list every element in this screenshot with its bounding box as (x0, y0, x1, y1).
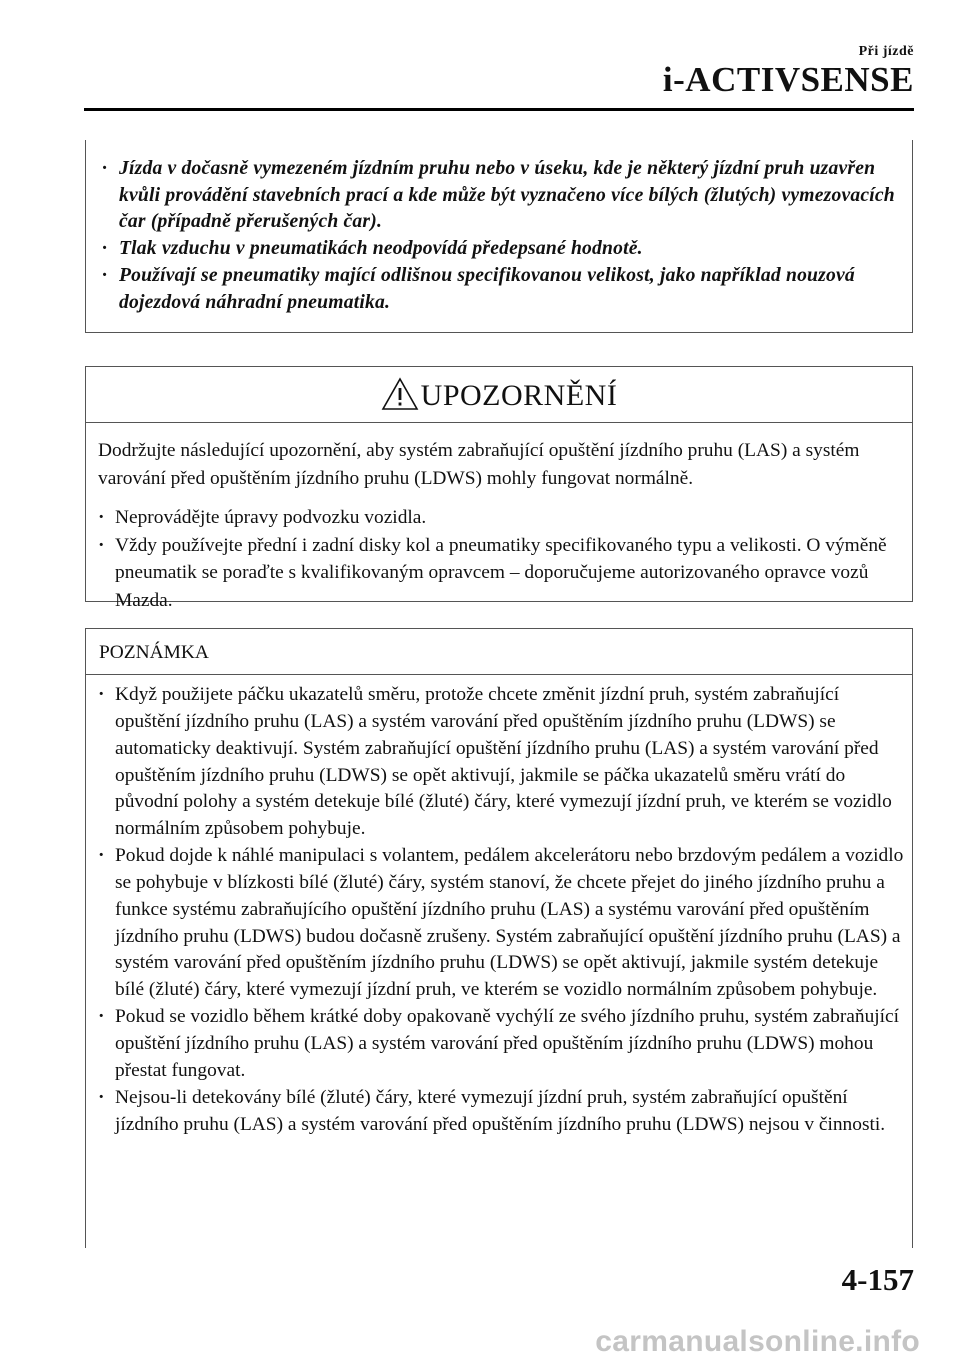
caution-box (85, 366, 913, 611)
note-item: · Pokud dojde k náhlé manipulaci s volantem, pedálem akcelerátoru nebo brzdovým pedálem a vozidlo se pohybuje v blízkosti bílé (žluté) čáry, systém stanoví, že chcete přejet do jiného jízdního pruhu a funkce systému zabraňujícího opuštění jízdního pruhu (LAS) a systému varování před opuštěním jízdního pruhu (LDWS) budou dočasně zrušeny. Systém zabraňující opuštění jízdního pruhu (LAS) a systém varování před opuštěním jízdního pruhu (LDWS) se opět aktivují, jakmile systém detekuje bílé (žluté) čáry, které vymezují jízdní pruh, ve kterém se vozidlo normálním způsobem pohybuje. (98, 843, 904, 1004)
note-list (98, 682, 904, 1138)
note-body (86, 675, 912, 1138)
header-rule (84, 108, 914, 111)
note-item: · Pokud se vozidlo během krátké doby opakovaně vychýlí ze svého jízdního pruhu, systém zabraňující opuštění jízdního pruhu (LAS) a systém varování před opuštěním jízdního pruhu (LDWS) mohou přestat fungovat. (98, 1004, 904, 1085)
caution-intro: Dodržujte následující upozornění, aby systém zabraňující opuštění jízdního pruhu (LAS) a systém varování před opuštěním jízdního pruhu (LDWS) mohly fungovat normálně. (98, 440, 860, 489)
condition-item: · Používají se pneumatiky mající odlišnou specifikovanou velikost, jako například nouzová dojezdová náhradní pneumatika. (102, 263, 902, 316)
note-box (85, 628, 913, 1248)
note-item: · Nejsou-li detekovány bílé (žluté) čáry, které vymezují jízdní pruh, systém zabraňující opuštění jízdního pruhu (LAS) a systém varování před opuštěním jízdního pruhu (LDWS) nejsou v činnosti. (98, 1085, 904, 1139)
page-number: 4-157 (841, 1262, 914, 1297)
caution-body (86, 423, 912, 614)
caution-title: UPOZORNĚNÍ (420, 378, 618, 412)
caution-item: · Neprovádějte úpravy podvozku vozidla. (98, 504, 900, 532)
section-label: Při jízdě (858, 44, 914, 59)
conditions-list (102, 156, 902, 316)
chapter-title: i-ACTIVSENSE (662, 60, 914, 99)
conditions-box (85, 140, 913, 333)
note-title: POZNÁMKA (86, 629, 912, 675)
caution-header (86, 367, 912, 423)
caution-list (98, 504, 900, 614)
warning-triangle-icon (381, 377, 419, 411)
caution-item: · Vždy používejte přední i zadní disky kol a pneumatiky specifikovaného typu a velikosti. O výměně pneumatik se poraďte s kvalifikovaným opravcem – doporučujeme autorizovaného opravce vozů Mazda. (98, 532, 900, 615)
note-item: · Když použijete páčku ukazatelů směru, protože chcete změnit jízdní pruh, systém zabraňující opuštění jízdního pruhu (LAS) a systém varování před opuštěním jízdního pruhu (LDWS) se automaticky deaktivují. Systém zabraňující opuštění jízdního pruhu (LAS) a systém varování před opuštěním jízdního pruhu (LDWS) se opět aktivují, jakmile se páčka ukazatelů směru vrátí do původní polohy a systém detekuje bílé (žluté) čáry, které vymezují jízdní pruh, ve kterém se vozidlo normálním způsobem pohybuje. (98, 682, 904, 843)
condition-item: · Tlak vzduchu v pneumatikách neodpovídá předepsané hodnotě. (102, 236, 902, 263)
condition-item: · Jízda v dočasně vymezeném jízdním pruhu nebo v úseku, kde je některý jízdní pruh uzavřen kvůli provádění stavebních prací a kde může být vyznačeno více bílých (žlutých) vymezovacích čar (případně přerušených čar). (102, 156, 902, 236)
watermark: carmanualsonline.info (595, 1325, 920, 1358)
